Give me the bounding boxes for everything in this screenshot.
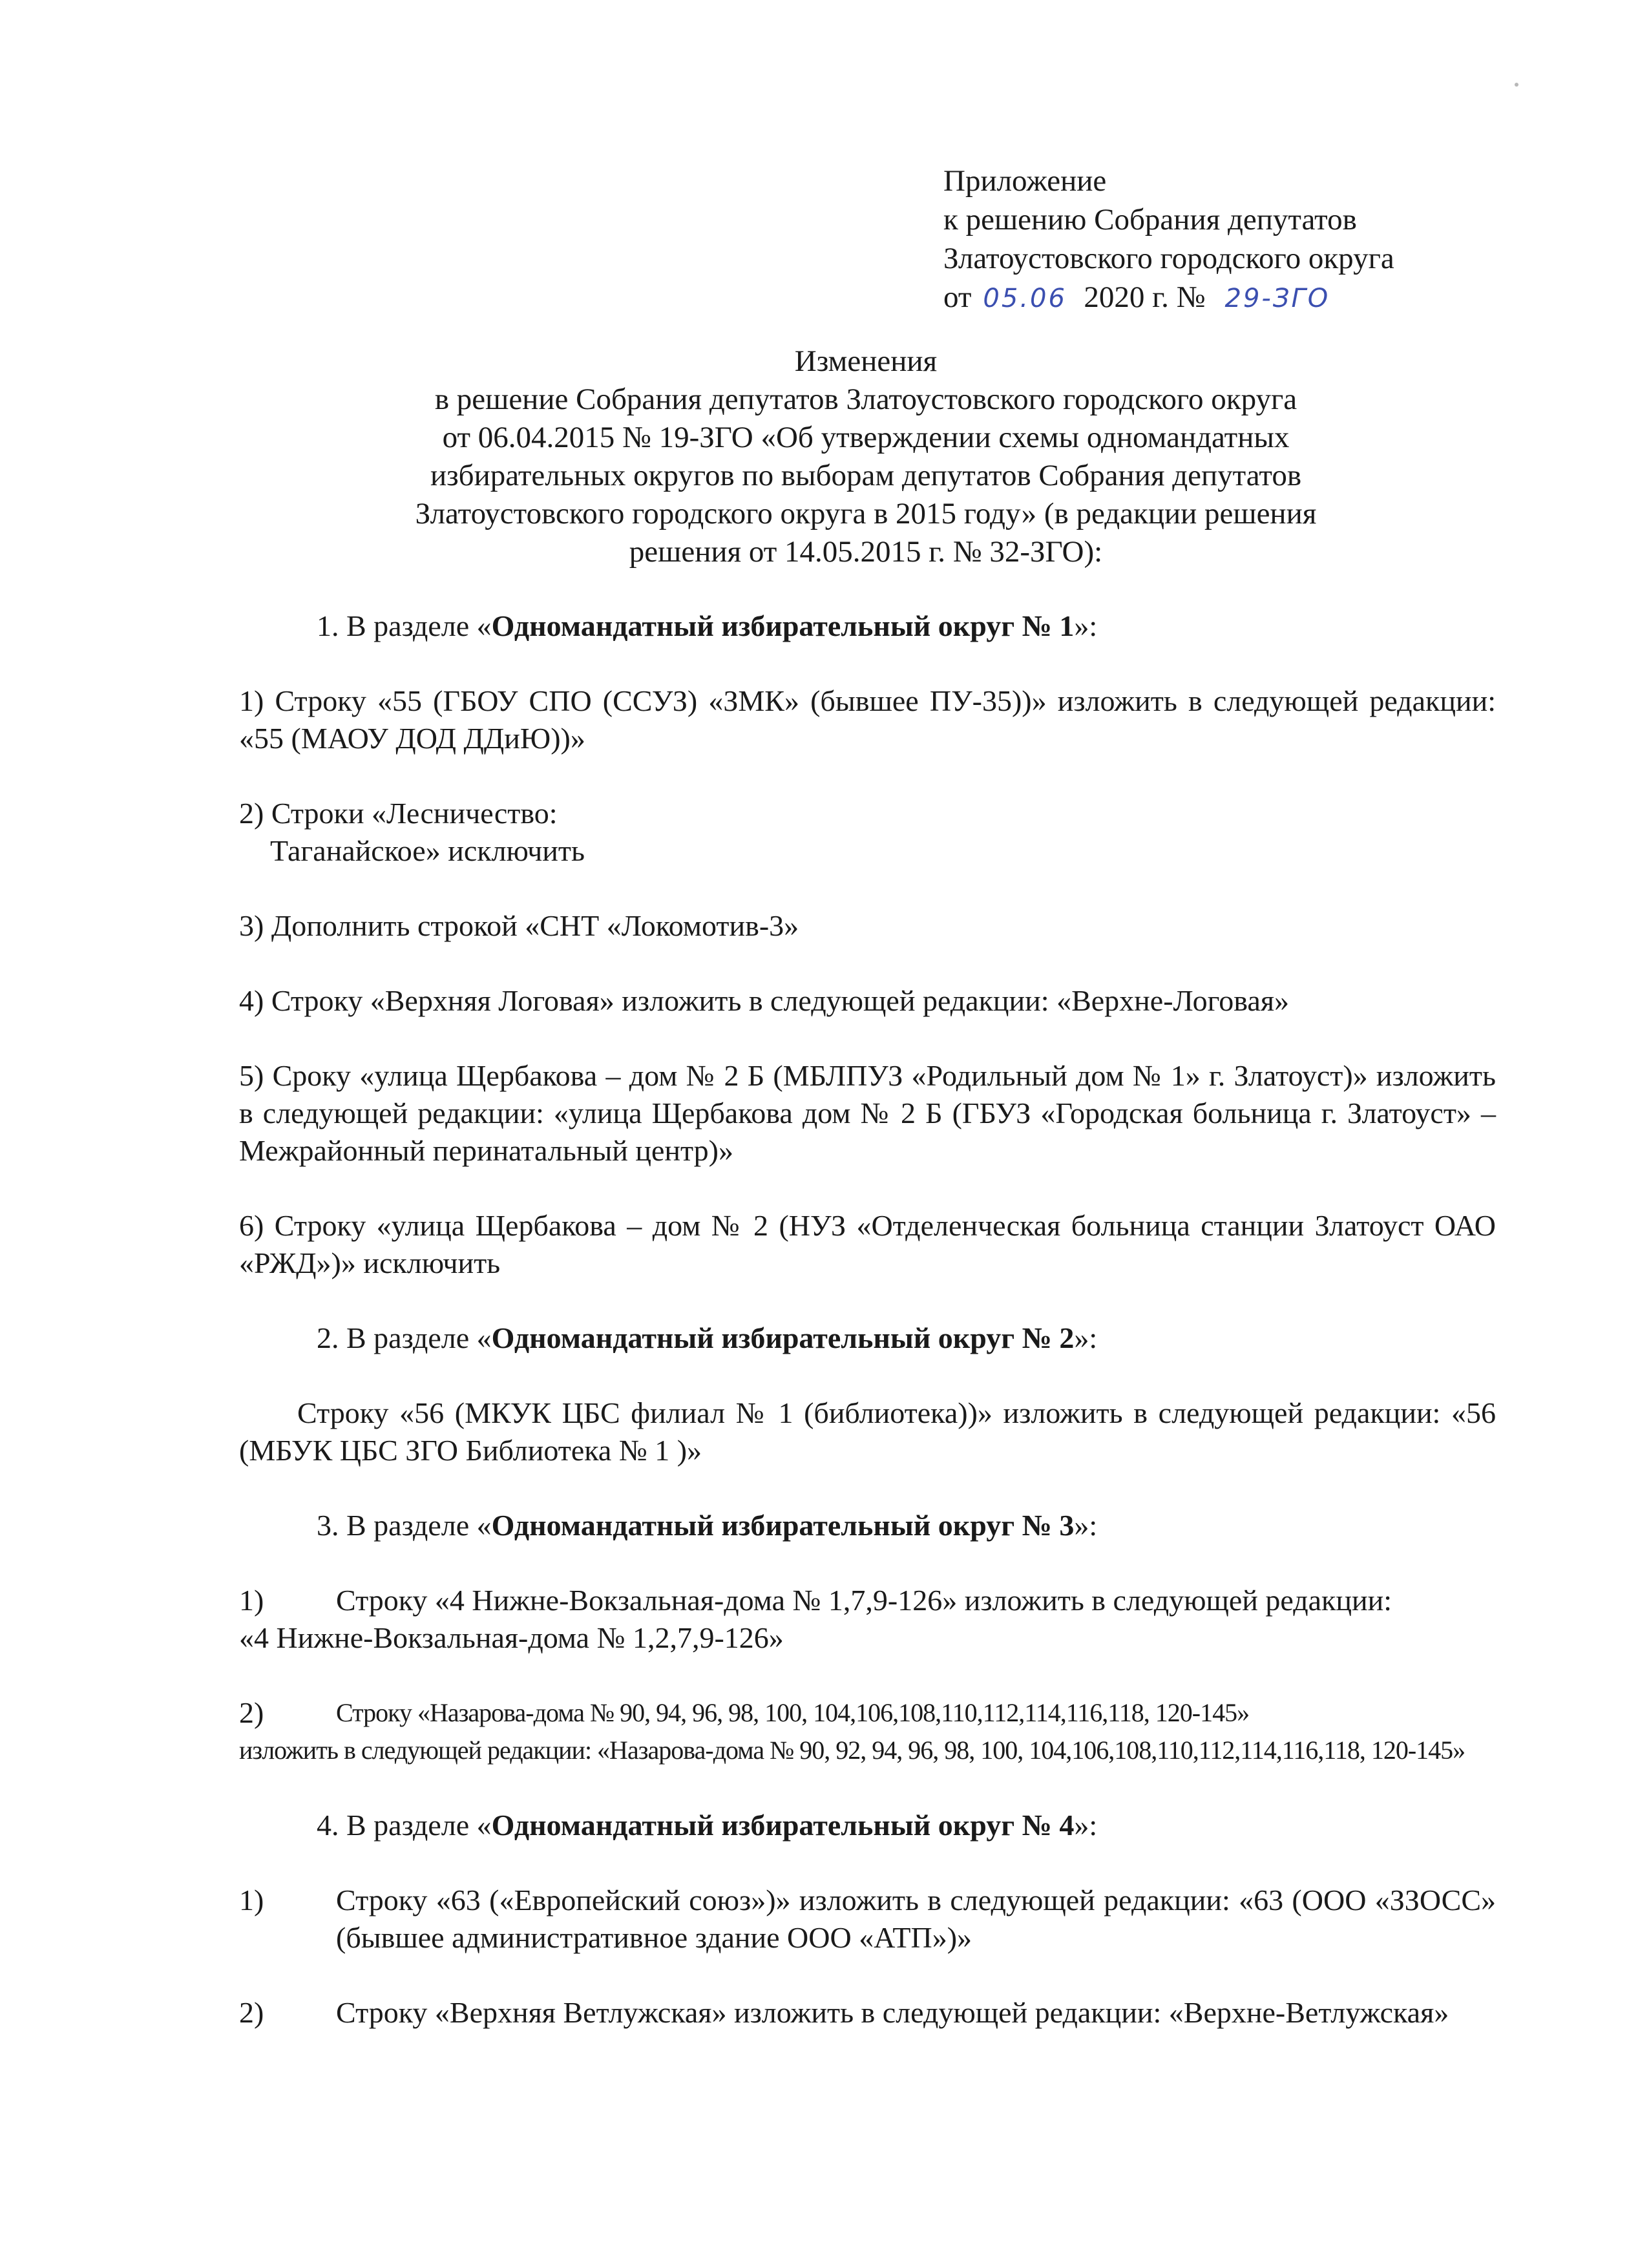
title-line: Златоустовского городского округа в 2015 году» (в редакции решения — [415, 497, 1317, 530]
list-item — [239, 1582, 1496, 1619]
section-heading — [239, 1807, 1496, 1844]
title-line: в решение Собрания депутатов Златоустовского городского округа — [434, 383, 1297, 416]
list-item — [239, 1882, 1496, 1957]
heading-prefix: 4. В разделе « — [317, 1809, 492, 1842]
list-item-continuation: «4 Нижне-Вокзальная-дома № 1,2,7,9-126» — [239, 1621, 784, 1654]
list-item: 5) Сроку «улица Щербакова – дом № 2 Б (МБЛПУЗ «Родильный дом № 1» г. Златоуст)» изложить в следующей редакции: «улица Щербакова дом № 2 Б (ГБУЗ «Городская больница г. Златоуст» – Межрайонный перинатальный центр)» — [239, 1059, 1496, 1167]
heading-prefix: 1. В разделе « — [317, 609, 492, 642]
item-text: Строку «4 Нижне-Вокзальная-дома № 1,7,9-126» изложить в следующей редакции: — [336, 1584, 1392, 1617]
title-line: решения от 14.05.2015 г. № 32-ЗГО): — [629, 535, 1103, 569]
item-text: Строку «63 («Европейский союз»)» изложить в следующей редакции: «63 (ООО «ЗЗОСС» (бывшее административное здание ООО «АТП»)» — [336, 1884, 1496, 1954]
appendix-line: Приложение — [943, 164, 1107, 198]
appendix-line: Златоустовского городского округа — [943, 242, 1394, 275]
list-item — [239, 1994, 1496, 2032]
list-item: 2) Строки «Лесничество: — [239, 797, 558, 830]
scan-speck — [1515, 83, 1518, 87]
list-item-continuation: изложить в следующей редакции: «Назарова-дома № 90, 92, 94, 96, 98, 100, 104,106,108,110,112,114,116,118, 120-145» — [239, 1736, 1465, 1765]
list-item: 4) Строку «Верхняя Логовая» изложить в следующей редакции: «Верхне-Логовая» — [239, 984, 1289, 1017]
appendix-from: от — [943, 280, 972, 314]
item-number: 2) — [239, 1696, 264, 1729]
appendix-date-line — [943, 278, 1394, 318]
item-number: 1) — [239, 1884, 264, 1916]
heading-name: Одномандатный избирательный округ № 4 — [491, 1809, 1075, 1842]
item-text: Строку «Верхняя Ветлужская» изложить в следующей редакции: «Верхне-Ветлужская» — [336, 1996, 1449, 2029]
heading-suffix: »: — [1074, 609, 1098, 642]
item-number: 1) — [239, 1584, 264, 1617]
heading-name: Одномандатный избирательный округ № 2 — [491, 1321, 1075, 1354]
appendix-line: к решению Собрания депутатов — [943, 203, 1357, 236]
list-item: Строку «56 (МКУК ЦБС филиал № 1 (библиотека))» изложить в следующей редакции: «56 (МБУК ЦБС ЗГО Библиотека № 1 )» — [239, 1396, 1496, 1467]
list-item: 3) Дополнить строкой «СНТ «Локомотив-3» — [239, 909, 799, 942]
item-text: Строку «Назарова-дома № 90, 94, 96, 98, 100, 104,106,108,110,112,114,116,118, 120-145» — [336, 1698, 1250, 1727]
item-number: 2) — [239, 1996, 264, 2029]
appendix-year-number: 2020 г. № — [1084, 280, 1206, 314]
list-item — [239, 1694, 1496, 1732]
section-heading — [239, 607, 1496, 645]
appendix-block — [943, 162, 1394, 318]
heading-suffix: »: — [1074, 1321, 1098, 1354]
list-item: 6) Строку «улица Щербакова – дом № 2 (НУЗ «Отделенческая больница станции Златоуст ОАО «РЖД»)» исключить — [239, 1209, 1496, 1279]
list-item-continuation: Таганайское» исключить — [270, 834, 585, 867]
title-line: Изменения — [794, 344, 938, 378]
handwritten-date: 05.06 — [983, 284, 1067, 313]
heading-suffix: »: — [1074, 1509, 1098, 1542]
heading-prefix: 2. В разделе « — [317, 1321, 492, 1354]
document-title — [362, 342, 1370, 571]
section-heading — [239, 1319, 1496, 1357]
title-line: избирательных округов по выборам депутатов Собрания депутатов — [430, 459, 1302, 492]
section-heading — [239, 1507, 1496, 1544]
title-line: от 06.04.2015 № 19-ЗГО «Об утверждении схемы одномандатных — [442, 421, 1290, 454]
heading-suffix: »: — [1074, 1809, 1098, 1842]
handwritten-number: 29-ЗГО — [1224, 284, 1330, 313]
heading-name: Одномандатный избирательный округ № 1 — [491, 609, 1075, 642]
list-item: 1) Строку «55 (ГБОУ СПО (ССУЗ) «ЗМК» (бывшее ПУ-35))» изложить в следующей редакции: «55 (МАОУ ДОД ДДиЮ))» — [239, 684, 1496, 755]
heading-name: Одномандатный избирательный округ № 3 — [491, 1509, 1075, 1542]
document-body — [239, 607, 1496, 2069]
heading-prefix: 3. В разделе « — [317, 1509, 492, 1542]
